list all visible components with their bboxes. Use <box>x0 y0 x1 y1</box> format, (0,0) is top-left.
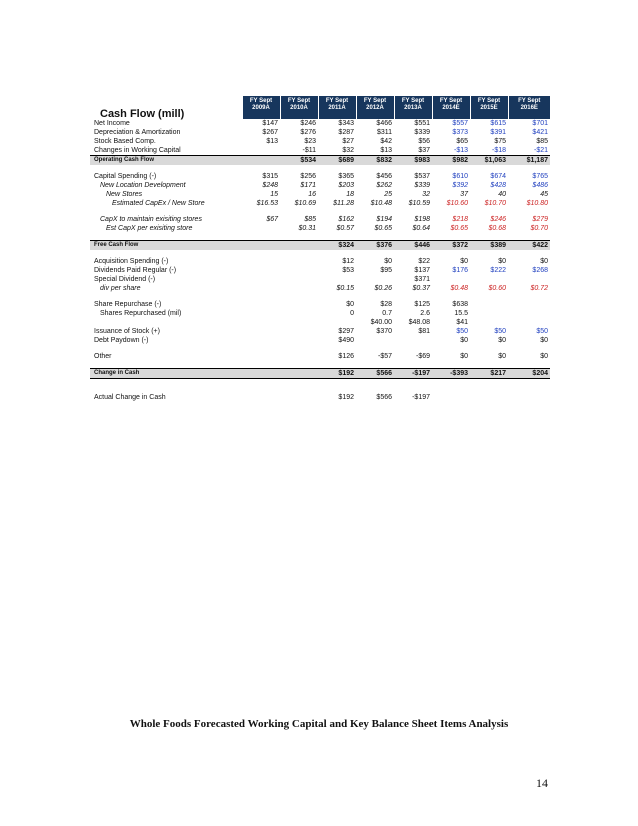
row-value: $311 <box>376 129 392 136</box>
spacer-row <box>90 386 550 393</box>
column-header-fy: FY Sept <box>280 96 318 105</box>
row-value: -$21 <box>533 147 548 154</box>
column-header-fy: FY Sept <box>242 96 280 105</box>
row-value <box>432 275 470 284</box>
row-value <box>242 257 280 266</box>
table-row <box>90 318 550 327</box>
row-value: -$57 <box>377 353 392 360</box>
column-header-year: 2013A <box>394 105 432 119</box>
row-value: $674 <box>490 173 506 180</box>
row-value: 37 <box>460 191 468 198</box>
spacer-row <box>90 361 550 369</box>
figure-caption: Whole Foods Forecasted Working Capital and Key Balance Sheet Items Analysis <box>129 718 509 730</box>
row-value: $65 <box>456 138 468 145</box>
row-value: $0.64 <box>412 225 430 232</box>
spacer-cell <box>90 233 550 241</box>
row-value <box>242 309 280 318</box>
row-value: $279 <box>532 216 548 223</box>
row-value: $701 <box>532 120 548 127</box>
row-value: $370 <box>376 328 392 335</box>
row-value: $0 <box>460 337 468 344</box>
column-header-fy: FY Sept <box>508 96 550 105</box>
table-row <box>90 309 550 318</box>
column-header-fy: FY Sept <box>318 96 356 105</box>
row-value <box>242 224 280 233</box>
row-value: $125 <box>414 301 430 308</box>
row-label: Stock Based Comp. <box>94 138 156 145</box>
row-value: $50 <box>536 328 548 335</box>
table-row <box>90 352 550 361</box>
row-label: Issuance of Stock (+) <box>94 328 160 335</box>
row-value: $297 <box>338 328 354 335</box>
row-value: $56 <box>418 138 430 145</box>
row-value: $372 <box>432 241 470 251</box>
row-value <box>242 241 280 251</box>
row-value: $126 <box>338 353 354 360</box>
row-value: $171 <box>300 182 316 189</box>
table-row <box>90 172 550 181</box>
row-label: Operating Cash Flow <box>90 156 242 166</box>
spacer-cell <box>90 361 550 369</box>
row-label: New Stores <box>106 191 143 198</box>
row-value: -$197 <box>412 394 430 401</box>
row-label: Actual Change in Cash <box>94 394 166 401</box>
row-value <box>242 393 280 402</box>
row-label: Change in Cash <box>90 369 242 379</box>
row-value: $162 <box>338 216 354 223</box>
row-value: $0 <box>460 258 468 265</box>
row-value: $16.53 <box>256 200 278 207</box>
row-value <box>280 369 318 379</box>
row-value: $147 <box>262 120 278 127</box>
column-header-year: 2016E <box>508 105 550 119</box>
row-value: $486 <box>532 182 548 189</box>
row-value: $222 <box>490 267 506 274</box>
row-value: $371 <box>414 276 430 283</box>
row-value: -$69 <box>415 353 430 360</box>
table-row <box>90 156 550 166</box>
row-value: $194 <box>376 216 392 223</box>
row-value: $0 <box>540 337 548 344</box>
row-value: $982 <box>432 156 470 166</box>
row-value: $832 <box>356 156 394 166</box>
row-value: $10.48 <box>370 200 392 207</box>
column-header-year: 2010A <box>280 105 318 119</box>
row-value: $287 <box>338 129 354 136</box>
row-value: $23 <box>304 138 316 145</box>
row-label: Net Income <box>94 120 130 127</box>
row-label: Depreciation & Amortization <box>94 129 181 136</box>
page-number: 14 <box>536 776 548 790</box>
row-value: $1,187 <box>508 156 550 166</box>
row-value: $638 <box>452 301 468 308</box>
row-label <box>90 318 242 327</box>
row-value <box>242 327 280 336</box>
table-row <box>90 369 550 379</box>
table-row <box>90 199 550 208</box>
header-row-bottom <box>90 105 550 119</box>
row-value: $373 <box>452 129 468 136</box>
spacer-row <box>90 250 550 257</box>
row-label: Capital Spending (-) <box>94 173 157 180</box>
row-value: $267 <box>262 129 278 136</box>
table-row <box>90 190 550 199</box>
row-value: $566 <box>376 394 392 401</box>
row-value: -$18 <box>491 147 506 154</box>
row-value <box>470 300 508 309</box>
row-value: $765 <box>532 173 548 180</box>
row-value: $75 <box>494 138 506 145</box>
row-value: $246 <box>300 120 316 127</box>
row-value: $446 <box>394 241 432 251</box>
row-value <box>242 352 280 361</box>
row-value: $81 <box>418 328 430 335</box>
row-value: $256 <box>300 173 316 180</box>
row-value <box>318 275 356 284</box>
table-row <box>90 181 550 190</box>
row-value: $0 <box>540 353 548 360</box>
row-value: $324 <box>318 241 356 251</box>
row-value: $0 <box>498 337 506 344</box>
row-value <box>242 369 280 379</box>
row-value: $0.60 <box>488 285 506 292</box>
row-value: $389 <box>470 241 508 251</box>
row-value: 32 <box>422 191 430 198</box>
row-label: Debt Paydown (-) <box>94 337 149 344</box>
row-value: 0 <box>350 310 354 317</box>
table-row <box>90 284 550 293</box>
row-value: 18 <box>346 191 354 198</box>
row-value: $0.26 <box>374 285 392 292</box>
row-value: $12 <box>342 258 354 265</box>
row-value <box>280 241 318 251</box>
row-value: $268 <box>532 267 548 274</box>
row-value <box>242 336 280 345</box>
table-title: Cash Flow (mill) <box>100 108 185 120</box>
row-value: $42 <box>380 138 392 145</box>
row-value: $248 <box>262 182 278 189</box>
table-row <box>90 146 550 156</box>
table-row <box>90 275 550 284</box>
row-value: $339 <box>414 182 430 189</box>
row-value: $10.69 <box>294 200 316 207</box>
row-value: $0.70 <box>530 225 548 232</box>
cash-flow-table <box>90 96 550 402</box>
row-value <box>394 336 432 345</box>
row-value <box>508 300 550 309</box>
row-value: $0.48 <box>450 285 468 292</box>
row-value <box>356 275 394 284</box>
row-value: $85 <box>536 138 548 145</box>
row-label: CapX to maintain exisiting stores <box>100 216 202 223</box>
row-value <box>470 393 508 402</box>
row-value <box>356 336 394 345</box>
row-value: $192 <box>338 394 354 401</box>
spacer-cell <box>90 208 550 215</box>
row-label: Share Repurchase (-) <box>94 301 162 308</box>
row-label: Free Cash Flow <box>90 241 242 251</box>
spacer-cell <box>90 345 550 352</box>
row-value: 40 <box>498 191 506 198</box>
row-value <box>508 318 550 327</box>
row-value: $176 <box>452 267 468 274</box>
row-value: $537 <box>414 173 430 180</box>
spacer-row <box>90 233 550 241</box>
row-value <box>242 156 280 166</box>
row-value: $376 <box>356 241 394 251</box>
row-value: $198 <box>414 216 430 223</box>
table-row <box>90 128 550 137</box>
row-value: 15 <box>270 191 278 198</box>
row-value <box>432 393 470 402</box>
column-header-year: 2014E <box>432 105 470 119</box>
row-value: $10.59 <box>408 200 430 207</box>
row-value <box>280 327 318 336</box>
row-value <box>508 309 550 318</box>
row-value: 0.7 <box>382 310 392 317</box>
column-header-fy: FY Sept <box>470 96 508 105</box>
row-value: $0 <box>346 301 354 308</box>
row-value <box>280 318 318 327</box>
row-value: $615 <box>490 120 506 127</box>
row-value: $217 <box>470 369 508 379</box>
row-value: -$393 <box>432 369 470 379</box>
row-value: $95 <box>380 267 392 274</box>
row-value: $466 <box>376 120 392 127</box>
row-value: $421 <box>532 129 548 136</box>
row-value <box>470 318 508 327</box>
column-header-year: 2015E <box>470 105 508 119</box>
column-header-year: 2012A <box>356 105 394 119</box>
row-value: $218 <box>452 216 468 223</box>
row-value: $0 <box>498 353 506 360</box>
row-value: $610 <box>452 173 468 180</box>
table-row <box>90 215 550 224</box>
row-value: $0.57 <box>336 225 354 232</box>
row-value: $203 <box>338 182 354 189</box>
row-value: $50 <box>456 328 468 335</box>
row-value: $689 <box>318 156 356 166</box>
header-row-top <box>90 96 550 105</box>
row-value: 45 <box>540 191 548 198</box>
row-value: $0.65 <box>374 225 392 232</box>
row-value: $343 <box>338 120 354 127</box>
row-value: $566 <box>356 369 394 379</box>
table-row <box>90 266 550 275</box>
row-value: $192 <box>318 369 356 379</box>
row-value: $13 <box>380 147 392 154</box>
column-header-fy: FY Sept <box>432 96 470 105</box>
row-label: Special Dividend (-) <box>94 276 156 283</box>
row-label: New Location Development <box>100 182 186 189</box>
row-value: -$197 <box>394 369 432 379</box>
row-value: $50 <box>494 328 506 335</box>
row-value: $37 <box>418 147 430 154</box>
spacer-cell <box>90 379 550 387</box>
row-label: Acquisition Spending (-) <box>94 258 169 265</box>
row-value: $67 <box>266 216 278 223</box>
column-header-year: 2009A <box>242 105 280 119</box>
row-value: $339 <box>414 129 430 136</box>
row-value <box>280 352 318 361</box>
row-value: $392 <box>452 182 468 189</box>
row-value: $0.37 <box>412 285 430 292</box>
row-value: $0.68 <box>488 225 506 232</box>
spacer-row <box>90 165 550 172</box>
row-value: $41 <box>456 319 468 326</box>
row-value: $53 <box>342 267 354 274</box>
row-value <box>280 275 318 284</box>
row-value <box>470 275 508 284</box>
spacer-cell <box>90 165 550 172</box>
row-value: $10.80 <box>526 200 548 207</box>
row-value: $11.28 <box>333 200 354 207</box>
column-header-fy: FY Sept <box>394 96 432 105</box>
row-value <box>508 275 550 284</box>
row-value: $315 <box>262 173 278 180</box>
row-value <box>508 393 550 402</box>
row-value: $13 <box>266 138 278 145</box>
row-label: Estimated CapEx / New Store <box>112 200 205 207</box>
row-value: $27 <box>342 138 354 145</box>
row-value: $557 <box>452 120 468 127</box>
row-value: $32 <box>342 147 354 154</box>
row-value: $10.60 <box>446 200 468 207</box>
row-value: $551 <box>414 120 430 127</box>
row-value <box>280 300 318 309</box>
table-row <box>90 393 550 402</box>
row-value: $422 <box>508 241 550 251</box>
row-value: $0 <box>460 353 468 360</box>
row-value <box>242 284 280 293</box>
row-value <box>280 266 318 275</box>
row-value <box>280 257 318 266</box>
row-label: Changes in Working Capital <box>94 147 181 154</box>
row-value: $262 <box>376 182 392 189</box>
row-value: $456 <box>376 173 392 180</box>
table-row <box>90 119 550 128</box>
row-value: 2.6 <box>420 310 430 317</box>
row-label: Dividends Paid Regular (-) <box>94 267 177 274</box>
table-row <box>90 300 550 309</box>
table-row <box>90 336 550 345</box>
row-value: $391 <box>490 129 506 136</box>
row-value: $10.70 <box>484 200 506 207</box>
spacer-row <box>90 345 550 352</box>
table-row <box>90 327 550 336</box>
row-value: -$13 <box>453 147 468 154</box>
row-value: 15.5 <box>454 310 468 317</box>
row-value: $534 <box>280 156 318 166</box>
row-value <box>242 300 280 309</box>
table-row <box>90 241 550 251</box>
spacer-cell <box>90 250 550 257</box>
row-label: div per share <box>100 285 141 292</box>
column-header-fy: FY Sept <box>356 96 394 105</box>
row-value <box>280 309 318 318</box>
row-value: $0 <box>498 258 506 265</box>
row-value <box>242 318 280 327</box>
row-value: -$11 <box>302 147 316 154</box>
row-value: $28 <box>380 301 392 308</box>
spacer-row <box>90 293 550 300</box>
row-value: $137 <box>414 267 430 274</box>
row-value <box>470 309 508 318</box>
row-value <box>242 275 280 284</box>
row-value: $428 <box>490 182 506 189</box>
row-value: $40.00 <box>370 319 392 326</box>
row-value: 16 <box>308 191 316 198</box>
spacer-row <box>90 379 550 387</box>
table-row <box>90 257 550 266</box>
spacer-row <box>90 208 550 215</box>
row-value: $983 <box>394 156 432 166</box>
row-value <box>242 146 280 156</box>
row-value <box>242 266 280 275</box>
table-row <box>90 137 550 146</box>
row-value: $0 <box>540 258 548 265</box>
row-value: $0.15 <box>336 285 354 292</box>
row-value: $22 <box>418 258 430 265</box>
spacer-cell <box>90 293 550 300</box>
row-label: Est CapX per exisiting store <box>106 225 193 232</box>
row-value <box>280 393 318 402</box>
row-value: $48.08 <box>408 319 430 326</box>
row-value: $204 <box>508 369 550 379</box>
header-blank <box>90 96 242 105</box>
row-value: $490 <box>338 337 354 344</box>
row-value: $0 <box>384 258 392 265</box>
row-value: 25 <box>384 191 392 198</box>
column-header-year: 2011A <box>318 105 356 119</box>
row-value: $276 <box>300 129 316 136</box>
spacer-cell <box>90 386 550 393</box>
row-value: $0.31 <box>298 225 316 232</box>
table-row <box>90 224 550 233</box>
row-value: $85 <box>304 216 316 223</box>
row-value <box>318 318 356 327</box>
row-value: $246 <box>490 216 506 223</box>
row-value <box>280 284 318 293</box>
row-value: $0.65 <box>450 225 468 232</box>
row-label: Other <box>94 353 112 360</box>
row-value: $365 <box>338 173 354 180</box>
row-value: $0.72 <box>530 285 548 292</box>
row-label: Shares Repurchased (mil) <box>100 310 182 317</box>
row-value: $1,063 <box>470 156 508 166</box>
row-value <box>280 336 318 345</box>
